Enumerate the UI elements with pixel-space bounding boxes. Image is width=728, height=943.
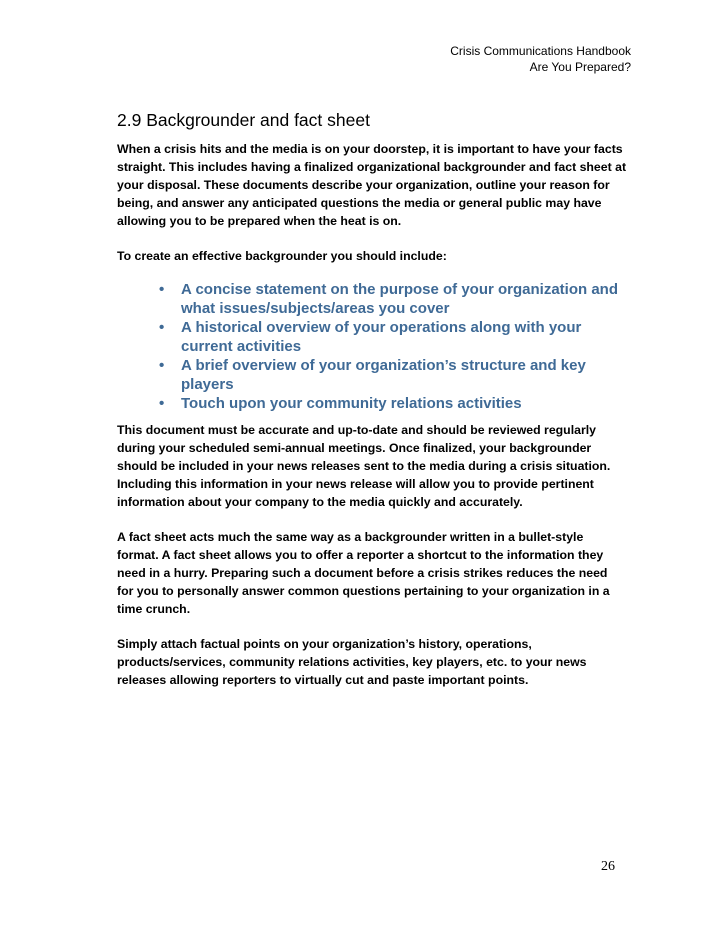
bullet-item — [159, 356, 627, 394]
paragraph-attach-points: Simply attach factual points on your organization’s history, operations, products/services, community relations activities, key players, etc. to your news releases allowing reporters to virtually cut and paste important points. — [117, 637, 587, 687]
paragraph-fact-sheet: A fact sheet acts much the same way as a backgrounder written in a bullet-style format. A fact sheet allows you to offer a reporter a shortcut to the information they need in a hurry. Preparing such a document before a crisis strikes reduces the need for you to personally answer common questions pertaining to your organization in a time crunch. — [117, 530, 610, 616]
bullet-item — [159, 394, 627, 413]
bullet-item — [159, 280, 627, 318]
header-title: Crisis Communications Handbook — [450, 44, 631, 58]
bullet-icon: • — [159, 319, 165, 336]
bullet-icon: • — [159, 357, 165, 374]
bullet-text: Touch upon your community relations activities — [181, 395, 522, 412]
paragraph-backgrounder-lead: To create an effective backgrounder you should include: — [117, 249, 447, 263]
paragraph-accuracy: This document must be accurate and up-to-date and should be reviewed regularly during your scheduled semi-annual meetings. Once finalized, your backgrounder should be included in your news releases sent to the media during a crisis situation. Including this information in your news release will allow you to provide pertinent information about your company to the media quickly and accurately. — [117, 423, 611, 509]
bullet-icon: • — [159, 395, 165, 412]
page-content — [117, 108, 627, 706]
page-number: 26 — [601, 859, 615, 874]
paragraph-intro-crisis: When a crisis hits and the media is on your doorstep, it is important to have your facts straight. This includes having a finalized organizational backgrounder and fact sheet at your disposal. These documents describe your organization, outline your reason for being, and answer any anticipated questions the media or general public may have allowing you to be prepared when the heat is on. — [117, 142, 627, 228]
bullet-text: A historical overview of your operations along with your current activities — [181, 319, 582, 355]
section-title: 2.9 Backgrounder and fact sheet — [117, 110, 370, 130]
running-header — [450, 43, 631, 75]
header-subtitle: Are You Prepared? — [529, 60, 631, 74]
bullet-text: A concise statement on the purpose of your organization and what issues/subjects/areas you cover — [181, 281, 618, 317]
bullet-icon: • — [159, 281, 165, 298]
backgrounder-bullet-list — [117, 280, 627, 413]
bullet-item — [159, 318, 627, 356]
bullet-text: A brief overview of your organization’s structure and key players — [181, 357, 586, 393]
